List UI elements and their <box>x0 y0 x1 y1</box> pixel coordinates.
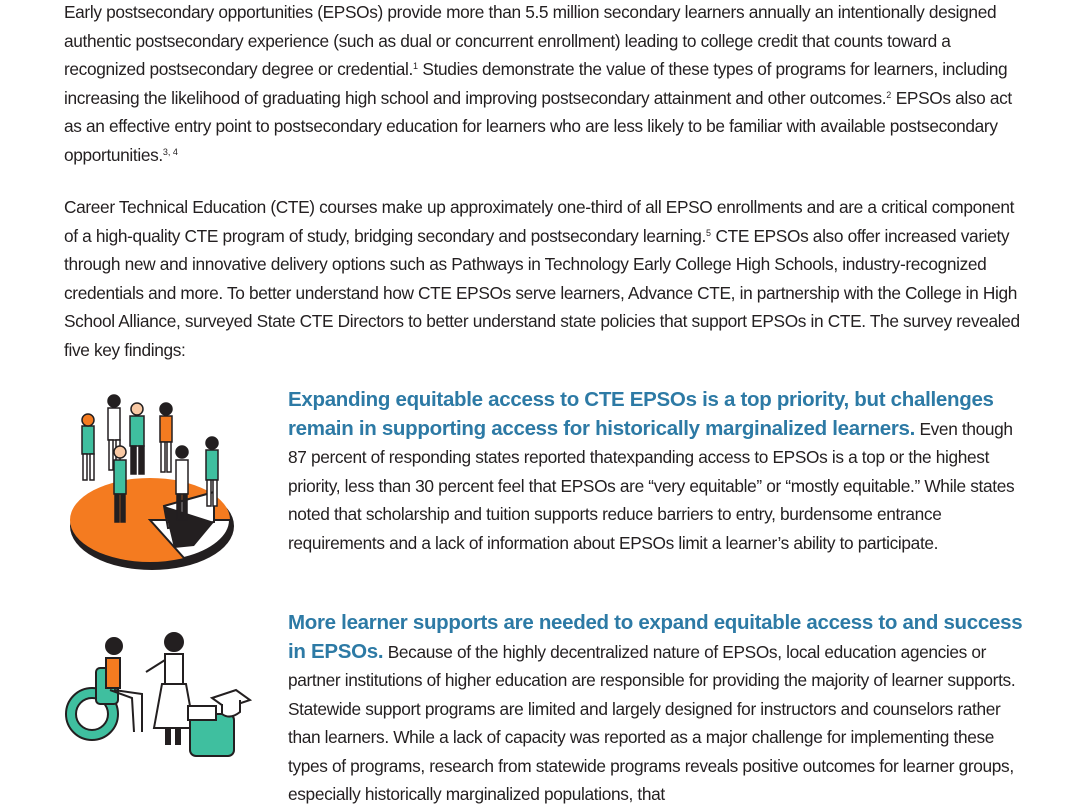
finding-2-body: Because of the highly decentralized nature of EPSOs, local education agencies or partner institutions of higher education are responsible for providing the majority of learner supports. Statewide support programs are limited and largely designed for instructors and counselors rather than learners. While a lack of capacity was reported as a major challenge for implementing these types of programs, research from statewide programs reveals positive outcomes for learner groups, especially historically marginalized populations, that <box>288 641 1016 804</box>
footnote-ref[interactable]: 5 <box>706 227 712 238</box>
intro-p1-text-a: Early postsecondary opportunities (EPSOs) provide more than 5.5 million secondary learners annually an intentionally designed authentic postsecondary experience (such as dual or concurrent enrollment) leading to college credit that counts toward a recognized postsecondary degree or credential. <box>64 2 997 79</box>
group-of-learners-on-pie-chart-illustration <box>64 388 240 578</box>
finding-2 <box>288 609 1028 809</box>
learner-in-wheelchair-with-mentor-illustration <box>62 628 252 764</box>
footnote-ref[interactable]: 2 <box>886 89 892 100</box>
intro-p2-text-a: Career Technical Education (CTE) courses make up approximately one-third of all EPSO enrollments and are a critical component of a high-quality CTE program of study, bridging secondary and postsecondary learning. <box>64 197 1015 246</box>
intro-p2-text-b: CTE EPSOs also offer increased variety through new and innovative delivery options such as Pathways in Technology Early College High Schools, industry-recognized credentials and more. To better understand how CTE EPSOs serve learners, Advance CTE, in partnership with the College in High School Alliance, surveyed State CTE Directors to better understand state policies that support EPSOs in CTE. The survey revealed five key findings: <box>64 225 1020 360</box>
footnote-ref[interactable]: 3, 4 <box>162 146 178 157</box>
intro-p1-text-b: Studies demonstrate the value of these types of programs for learners, including increasing the likelihood of graduating high school and improving postsecondary attainment and other outcomes. <box>64 59 1008 108</box>
finding-1-heading: Expanding equitable access to CTE EPSOs is a top priority, but challenges remain in supporting access for historically marginalized learners. <box>288 388 994 440</box>
intro-p1-text-c: EPSOs also act as an effective entry point to postsecondary education for learners who are less likely to be familiar with available postsecondary opportunities. <box>64 87 1012 165</box>
intro-paragraph-2 <box>64 193 1026 364</box>
intro-paragraph-1 <box>64 0 1026 169</box>
footnote-ref[interactable]: 1 <box>412 61 418 71</box>
finding-2-heading: More learner supports are needed to expand equitable access to and success in EPSOs. <box>288 611 1023 663</box>
finding-1-body: Even though 87 percent of responding states reported thatexpanding access to EPSOs is a top or the highest priority, less than 30 percent feel that EPSOs are “very equitable” or “mostly equitable.” While states noted that scholarship and tuition supports reduce barriers to entry, burdensome entrance requirements and a lack of information about EPSOs limit a learner’s ability to participate. <box>288 418 1015 553</box>
finding-1 <box>288 386 1028 557</box>
